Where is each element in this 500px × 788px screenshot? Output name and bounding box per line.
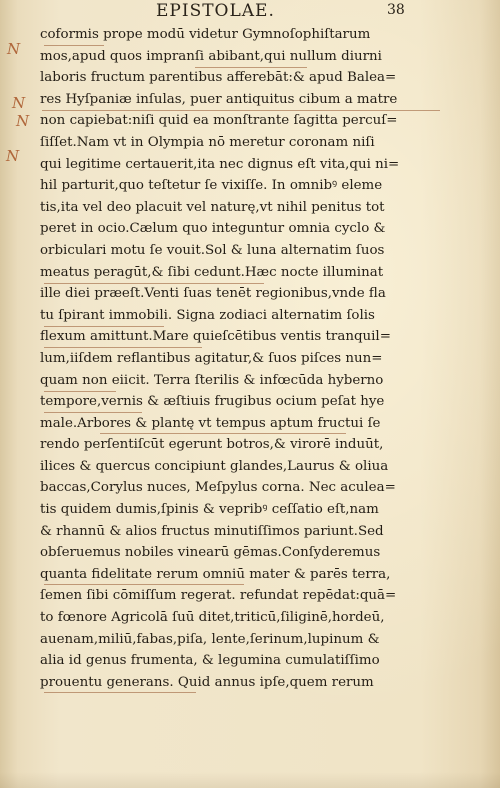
text-line: tu ſpirant immobili. Signa zodiaci alternatim ſolis: [40, 307, 375, 323]
text-line: flexum amittunt.Mare quieſcētibus ventis tranquil=: [40, 329, 391, 345]
margin-mark: N: [7, 40, 21, 58]
text-line: male.Arbores & plantę vt tempus aptum fructui ſe: [40, 415, 381, 431]
text-line: rendo perſentiſcūt egerunt botros,& virorē induūt,: [40, 437, 384, 453]
text-line: laboris fructum parentibus afferebāt:& apud Balea=: [40, 70, 397, 86]
text-line: ſiſſet.Nam vt in Olympia nō meretur coronam niſi: [40, 134, 375, 150]
page-shadow: [0, 772, 500, 788]
text-line: ilices & quercus concipiunt glandes,Laurus & oliua: [40, 458, 389, 474]
text-line: lum,iiſdem reflantibus agitatur,& ſuos piſces nun=: [40, 350, 383, 366]
text-line: & rhannū & alios fructus minutiſſimos pariunt.Sed: [40, 523, 384, 539]
folio-number: 38: [387, 2, 405, 18]
text-line: coformis prope modū videtur Gymnoſophiſtarum: [40, 27, 371, 42]
text-line: qui legitime certauerit,ita nec dignus eſt vita,qui ni=: [40, 156, 400, 172]
text-line: tis,ita vel deo placuit vel naturę,vt nihil penitus tot: [40, 199, 385, 215]
margin-mark: N: [12, 94, 26, 112]
text-line: quam non eiicit. Terra ſterilis & infœcūda hyberno: [40, 372, 384, 388]
text-line: alia id genus frumenta, & legumina cumulatiſſimo: [40, 653, 380, 669]
text-line: baccas,Corylus nuces, Meſpylus corna. Nec aculea=: [40, 480, 396, 496]
text-line: auenam,miliū,fabas,piſa, lente,ſerinum,lupinum &: [40, 631, 380, 647]
text-line: orbiculari motu ſe vouit.Sol & luna alternatim ſuos: [40, 242, 385, 258]
running-head: EPISTOLAE.: [156, 1, 275, 21]
margin-notes: [0, 0, 40, 788]
text-line: tis quidem dumis,ſpinis & vepribꝰ ceſſatio eſt,nam: [40, 502, 379, 518]
margin-mark: N: [6, 147, 20, 165]
body-text: [40, 24, 452, 693]
text-line: meatus peragūt,& ſibi cedunt.Hæc nocte illuminat: [40, 264, 384, 280]
text-line: obſeruemus nobiles vinearū gēmas.Conſyderemus: [40, 545, 381, 561]
text-line: mos,apud quos impranſi abibant,qui nullum diurni: [40, 48, 382, 64]
text-line: ſemen ſibi cōmiſſum regerat. refundat repēdat:quā=: [40, 588, 397, 604]
text-line: to fœnore Agricolā ſuū ditet,triticū,ſiliginē,hordeū,: [40, 610, 385, 626]
margin-mark: N: [16, 112, 30, 130]
page-header: [0, 1, 500, 23]
text-line: tempore,vernis & æſtiuis frugibus ocium peſat hye: [40, 394, 385, 410]
text-line: non capiebat:niſi quid ea monſtrante ſagitta percuſ=: [40, 113, 398, 129]
text-line: hil parturit,quo teſtetur ſe vixiſſe. In omnibꝰ eleme: [40, 178, 383, 194]
text-line: ille diei præeſt.Venti ſuas tenēt regionibus,vnde fla: [40, 286, 386, 302]
text-line: prouentu generans. Quid annus ipſe,quem rerum: [40, 674, 374, 690]
text-line: quanta fidelitate rerum omniū mater & parēs terra,: [40, 566, 391, 582]
text-line: peret in ocio.Cælum quo integuntur omnia cyclo &: [40, 221, 386, 237]
text-line: res Hyſpaniæ inſulas, puer antiquitus cibum a matre: [40, 91, 398, 107]
